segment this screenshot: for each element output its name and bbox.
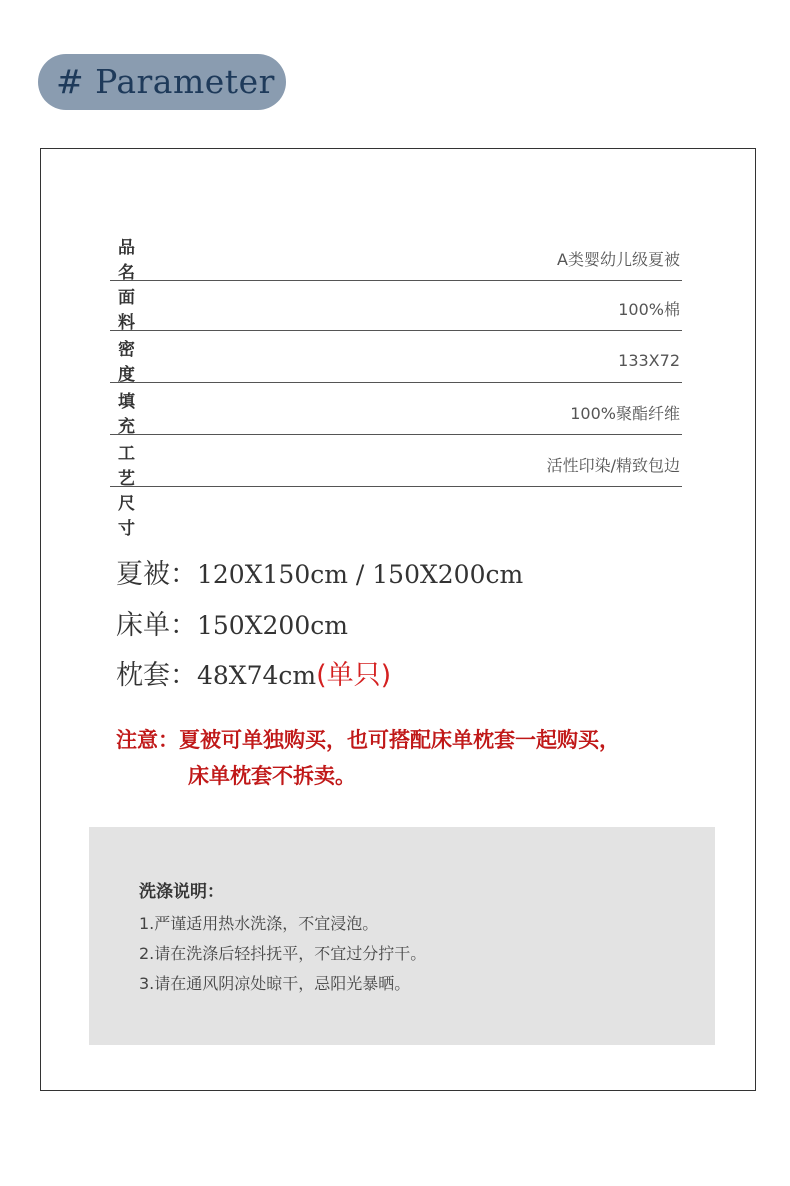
spec-row-name	[110, 236, 682, 281]
spec-value: 活性印染/精致包边	[546, 455, 680, 475]
size-pillowcase: 枕套：48X74cm(单只)	[116, 660, 392, 691]
spec-row-fabric	[110, 286, 682, 331]
washing-instructions	[89, 827, 715, 1045]
spec-value: 133X72	[618, 350, 680, 370]
spec-row-size	[110, 492, 682, 539]
washing-item: 2.请在洗涤后轻抖抚平，不宜过分拧干。	[139, 944, 427, 963]
spec-label: 工艺	[118, 444, 135, 489]
spec-value: A类婴幼儿级夏被	[557, 249, 680, 269]
size-quilt: 夏被：120X150cm / 150X200cm	[116, 559, 524, 590]
spec-row-filling	[110, 390, 682, 435]
spec-row-density	[110, 338, 682, 383]
washing-item: 1.严谨适用热水洗涤，不宜浸泡。	[139, 914, 379, 933]
note-line-1: 注意：夏被可单独购买，也可搭配床单枕套一起购买，	[116, 728, 620, 752]
washing-item: 3.请在通风阴凉处晾干，忌阳光暴晒。	[139, 974, 411, 993]
spec-value: 100%棉	[618, 299, 680, 319]
note-line-2: 床单枕套不拆卖。	[188, 764, 356, 788]
spec-label: 密度	[118, 340, 135, 385]
spec-label: 品名	[118, 238, 135, 283]
parameter-badge: # Parameter	[38, 54, 286, 110]
washing-title: 洗涤说明：	[139, 882, 224, 902]
spec-label: 填充	[118, 392, 135, 437]
spec-label: 面料	[118, 288, 135, 333]
size-sheet: 床单：150X200cm	[116, 610, 348, 641]
spec-row-craft	[110, 442, 682, 487]
spec-label: 尺寸	[118, 494, 135, 539]
spec-value: 100%聚酯纤维	[570, 403, 680, 423]
purchase-note	[116, 722, 716, 794]
